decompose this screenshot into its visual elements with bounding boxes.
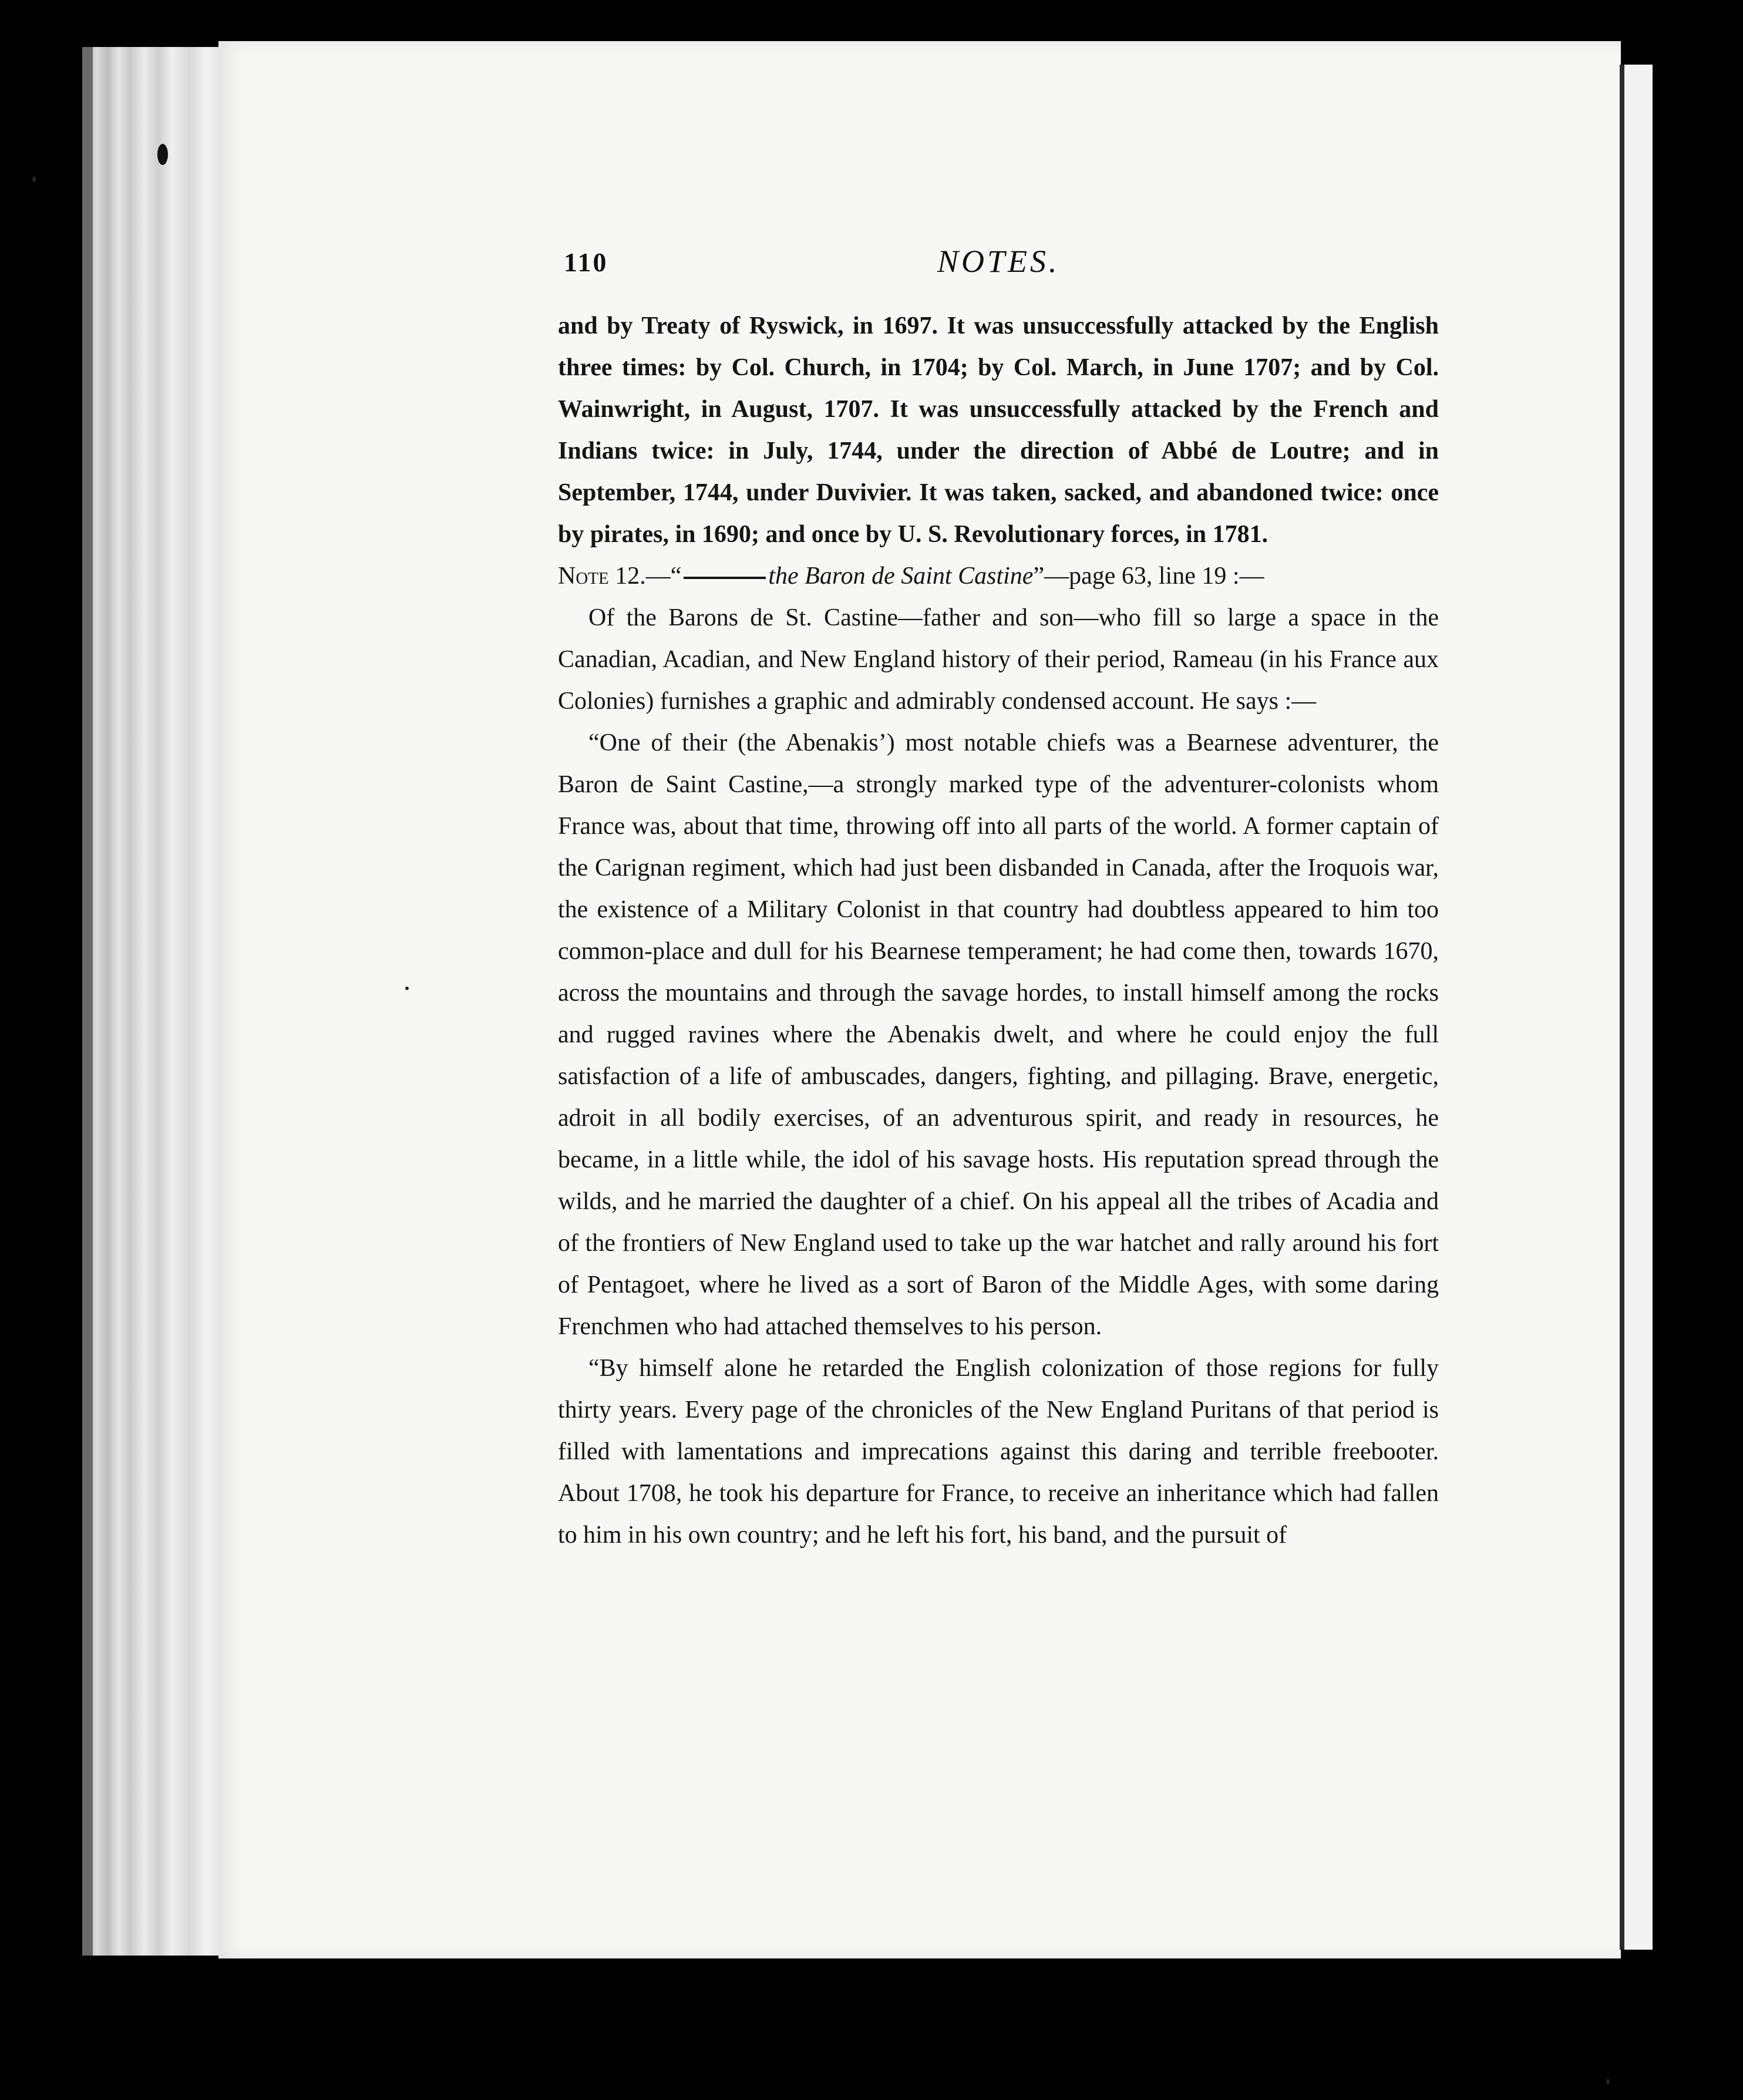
paragraph-castine-quote: “One of their (the Abenakis’) most notable chiefs was a Bearnese adventurer, the Baron de Saint Castine,—a strongly marked type of the adventurer-colonists whom France was, about that time, throwing off into all parts of the world. A former captain of the Carignan regiment, which had just been disbanded in Canada, after the Iroquois war, the existence of a Military Colonist in that country had doubtless appeared to him too common-place and dull for his Bearnese temperament; he had come then, towards 1670, across the mountains and through the savage hordes, to install himself among the rocks and rugged ravines where the Abenakis dwelt, and where he could enjoy the full satisfaction of a life of ambuscades, dangers, fighting, and pillaging. Brave, energetic, adroit in all bodily exercises, of an adventurous spirit, and ready in resources, he became, in a little while, the idol of his savage hosts. His reputation spread through the wilds, and he married the daughter of a chief. On his appeal all the tribes of Acadia and of the frontiers of New England used to take up the war hatchet and rally around his fort of Pentagoet, where he lived as a sort of Baron of the Middle Ages, with some daring Frenchmen who had attached themselves to his person. <box>558 729 1439 1340</box>
page-block-shadow <box>82 47 93 1956</box>
facing-page-edge <box>1624 65 1653 1950</box>
note-12-heading <box>558 556 1439 597</box>
running-title: NOTES. <box>937 244 1060 279</box>
note-label: Note 12.—“ <box>558 563 682 590</box>
page-block-edges <box>82 47 223 1956</box>
scan-speck <box>32 176 36 182</box>
note-quote: the Baron de Saint Castine <box>768 563 1034 590</box>
binding-mark <box>157 144 168 165</box>
dash-rule <box>684 577 766 579</box>
paragraph-colonization-quote: “By himself alone he retarded the English colonization of those regions for fully thirty years. Every page of the chronicles of the New England Puritans of that period is filled with lamentations and imprecations against this daring and terrible freebooter. About 1708, he took his departure for France, to receive an inheritance which had fallen to him in his own country; and he left his fort, his band, and the pursuit of <box>558 1355 1439 1549</box>
paragraph-barons-intro: Of the Barons de St. Castine—father and son—who fill so large a space in the Canadian, Acadian, and New England history of their period, Rameau (in his France aux Colonies) furnishes a graphic and admirably condensed account. He says :— <box>558 604 1439 715</box>
body-text <box>558 305 1439 1556</box>
scan-speck <box>405 987 409 990</box>
note-reference: ”—page 63, line 19 :— <box>1033 563 1264 590</box>
page-number: 110 <box>564 247 608 277</box>
paragraph-fort-history: and by Treaty of Ryswick, in 1697. It was unsuccessfully attacked by the English three times: by Col. Church, in 1704; by Col. March, in June 1707; and by Col. Wainwright, in August, 1707. It was unsuccessfully attacked by the French and Indians twice: in July, 1744, under the direction of Abbé de Loutre; and in September, 1744, under Duvivier. It was taken, sacked, and abandoned twice: once by pirates, in 1690; and once by U. S. Revolutionary forces, in 1781. <box>558 312 1439 548</box>
scan-speck <box>1606 2079 1610 2085</box>
page-header <box>564 244 1445 294</box>
